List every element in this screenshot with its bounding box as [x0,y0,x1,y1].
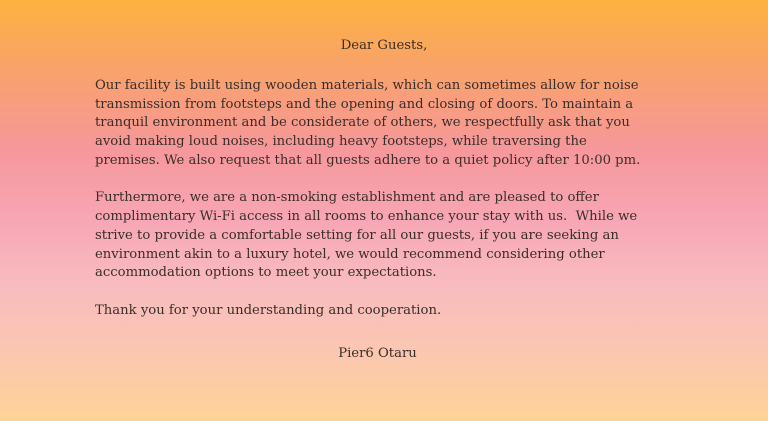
text-line: complimentary Wi-Fi access in all rooms to enhance your stay with us. While we [95,209,638,225]
paragraph-noise-policy [95,77,735,170]
text-line: premises. We also request that all guests adhere to a quiet policy after 10:00 pm. [95,152,641,168]
notice-body [95,77,735,321]
text-line: avoid making loud noises, including heavy footsteps, while traversing the [95,134,587,150]
signature: Pier6 Otaru [338,346,417,361]
text-line: Thank you for your understanding and cooperation. [95,302,442,318]
paragraph-amenities [95,189,735,282]
text-line: strive to provide a comfortable setting for all our guests, if you are seeking an [95,227,619,243]
text-line: tranquil environment and be considerate of others, we respectfully ask that you [95,115,630,131]
text-line: Our facility is built using wooden materials, which can sometimes allow for noise [95,78,639,93]
text-line: Furthermore, we are a non-smoking establishment and are pleased to offer [95,190,599,206]
paragraph-thanks [95,302,735,321]
greeting: Dear Guests, [340,38,428,53]
text-line: accommodation options to meet your expectations. [95,265,437,281]
text-line: transmission from footsteps and the opening and closing of doors. To maintain a [95,96,634,112]
text-line: environment akin to a luxury hotel, we would recommend considering other [95,246,605,262]
